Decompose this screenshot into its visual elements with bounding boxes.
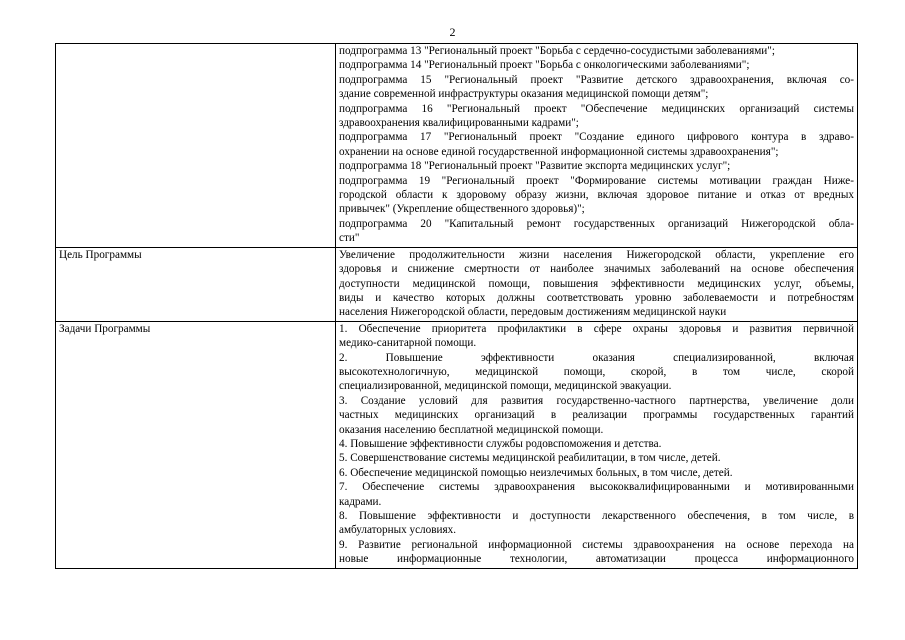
text-line: оказания населению бесплатной медицинской помощи. <box>339 423 604 436</box>
text-line: здание современной инфраструктуры оказания медицинской помощи детям"; <box>339 88 709 101</box>
program-passport-table <box>55 43 858 569</box>
text-line: подпрограмма 17 "Региональный проект "Создание единого цифрового контура в здраво- <box>339 131 854 144</box>
row-content-goal <box>336 247 858 321</box>
text-line: привычек" (Укрепление общественного здоровья)"; <box>339 203 585 216</box>
row-label-subprograms <box>56 44 336 248</box>
text-line: виды и качество которых должны соответствовать уровню заболеваемости и потребностям <box>339 291 854 304</box>
text-line: подпрограмма 14 "Региональный проект "Борьба с онкологическими заболеваниями"; <box>339 59 750 72</box>
text-line: здоровья и снижение смертности от наиболее значимых заболеваний на основе обеспечения <box>339 263 854 276</box>
text-line: 4. Повышение эффективности службы родовспоможения и детства. <box>339 437 662 450</box>
text-line: Увеличение продолжительности жизни населения Нижегородской области, укрепление его <box>339 248 854 261</box>
text-line: 7. Обеспечение системы здравоохранения высококвалифицированными и мотивированными <box>339 481 854 494</box>
table-row-tasks <box>56 321 858 568</box>
row-label-goal: Цель Программы <box>56 247 336 321</box>
text-line: амбулаторных условиях. <box>339 524 457 537</box>
table-row-goal <box>56 247 858 321</box>
text-line: 6. Обеспечение медицинской помощью неизлечимых больных, в том числе, детей. <box>339 466 733 479</box>
text-line: подпрограмма 19 "Региональный проект "Формирование системы мотивации граждан Ниже- <box>339 174 854 187</box>
text-line: кадрами. <box>339 495 382 508</box>
table-row-subprograms <box>56 44 858 248</box>
text-line: специализированной, медицинской помощи, медицинской эвакуации. <box>339 380 672 393</box>
text-line: подпрограмма 16 "Региональный проект "Обеспечение медицинских организаций системы <box>339 102 854 115</box>
text-line: новые информационные технологии, автоматизации процесса информационного <box>339 553 854 566</box>
text-line: 8. Повышение эффективности и доступности лекарственного обеспечения, в том числе, в <box>339 510 854 522</box>
text-line: 3. Создание условий для развития государственно-частного партнерства, увеличение доли <box>339 394 854 407</box>
text-line: охранении на основе единой государственной информационной системы здравоохранения"; <box>339 145 779 158</box>
text-line: населения Нижегородской области, передовым достижениям медицинской науки <box>339 306 727 319</box>
text-line: здравоохранения квалифицированными кадрами"; <box>339 117 579 130</box>
row-content-subprograms <box>336 44 858 248</box>
row-label-tasks: Задачи Программы <box>56 321 336 568</box>
text-line: подпрограмма 18 "Региональный проект "Развитие экспорта медицинских услуг"; <box>339 160 731 173</box>
text-line: 2. Повышение эффективности оказания специализированной, включая <box>339 351 854 364</box>
text-line: медико-санитарной помощи. <box>339 337 477 350</box>
text-line: 1. Обеспечение приоритета профилактики в сфере охраны здоровья и развития первичной <box>339 322 854 335</box>
page-number: 2 <box>449 25 456 39</box>
row-content-tasks <box>336 321 858 568</box>
text-line: подпрограмма 15 "Региональный проект "Развитие детского здравоохранения, включая со- <box>339 73 854 86</box>
text-line: сти" <box>339 232 360 245</box>
text-line: 9. Развитие региональной информационной системы здравоохранения на основе перехода на <box>339 538 854 551</box>
text-line: городской области к здоровому образу жизни, включая здоровое питание и отказ от вредных <box>339 189 854 202</box>
text-line: подпрограмма 13 "Региональный проект "Борьба с сердечно-сосудистыми заболеваниями"; <box>339 45 775 57</box>
text-line: высокотехнологичную, медицинской помощи, скорой, в том числе, скорой <box>339 365 854 378</box>
text-line: 5. Совершенствование системы медицинской реабилитации, в том числе, детей. <box>339 452 721 465</box>
text-line: частных медицинских организаций в реализации программы государственных гарантий <box>339 409 854 422</box>
text-line: доступности медицинской помощи, повышения эффективности медицинских услуг, объемы, <box>339 277 854 290</box>
text-line: подпрограмма 20 "Капитальный ремонт государственных организаций Нижегородской обла- <box>339 217 854 230</box>
